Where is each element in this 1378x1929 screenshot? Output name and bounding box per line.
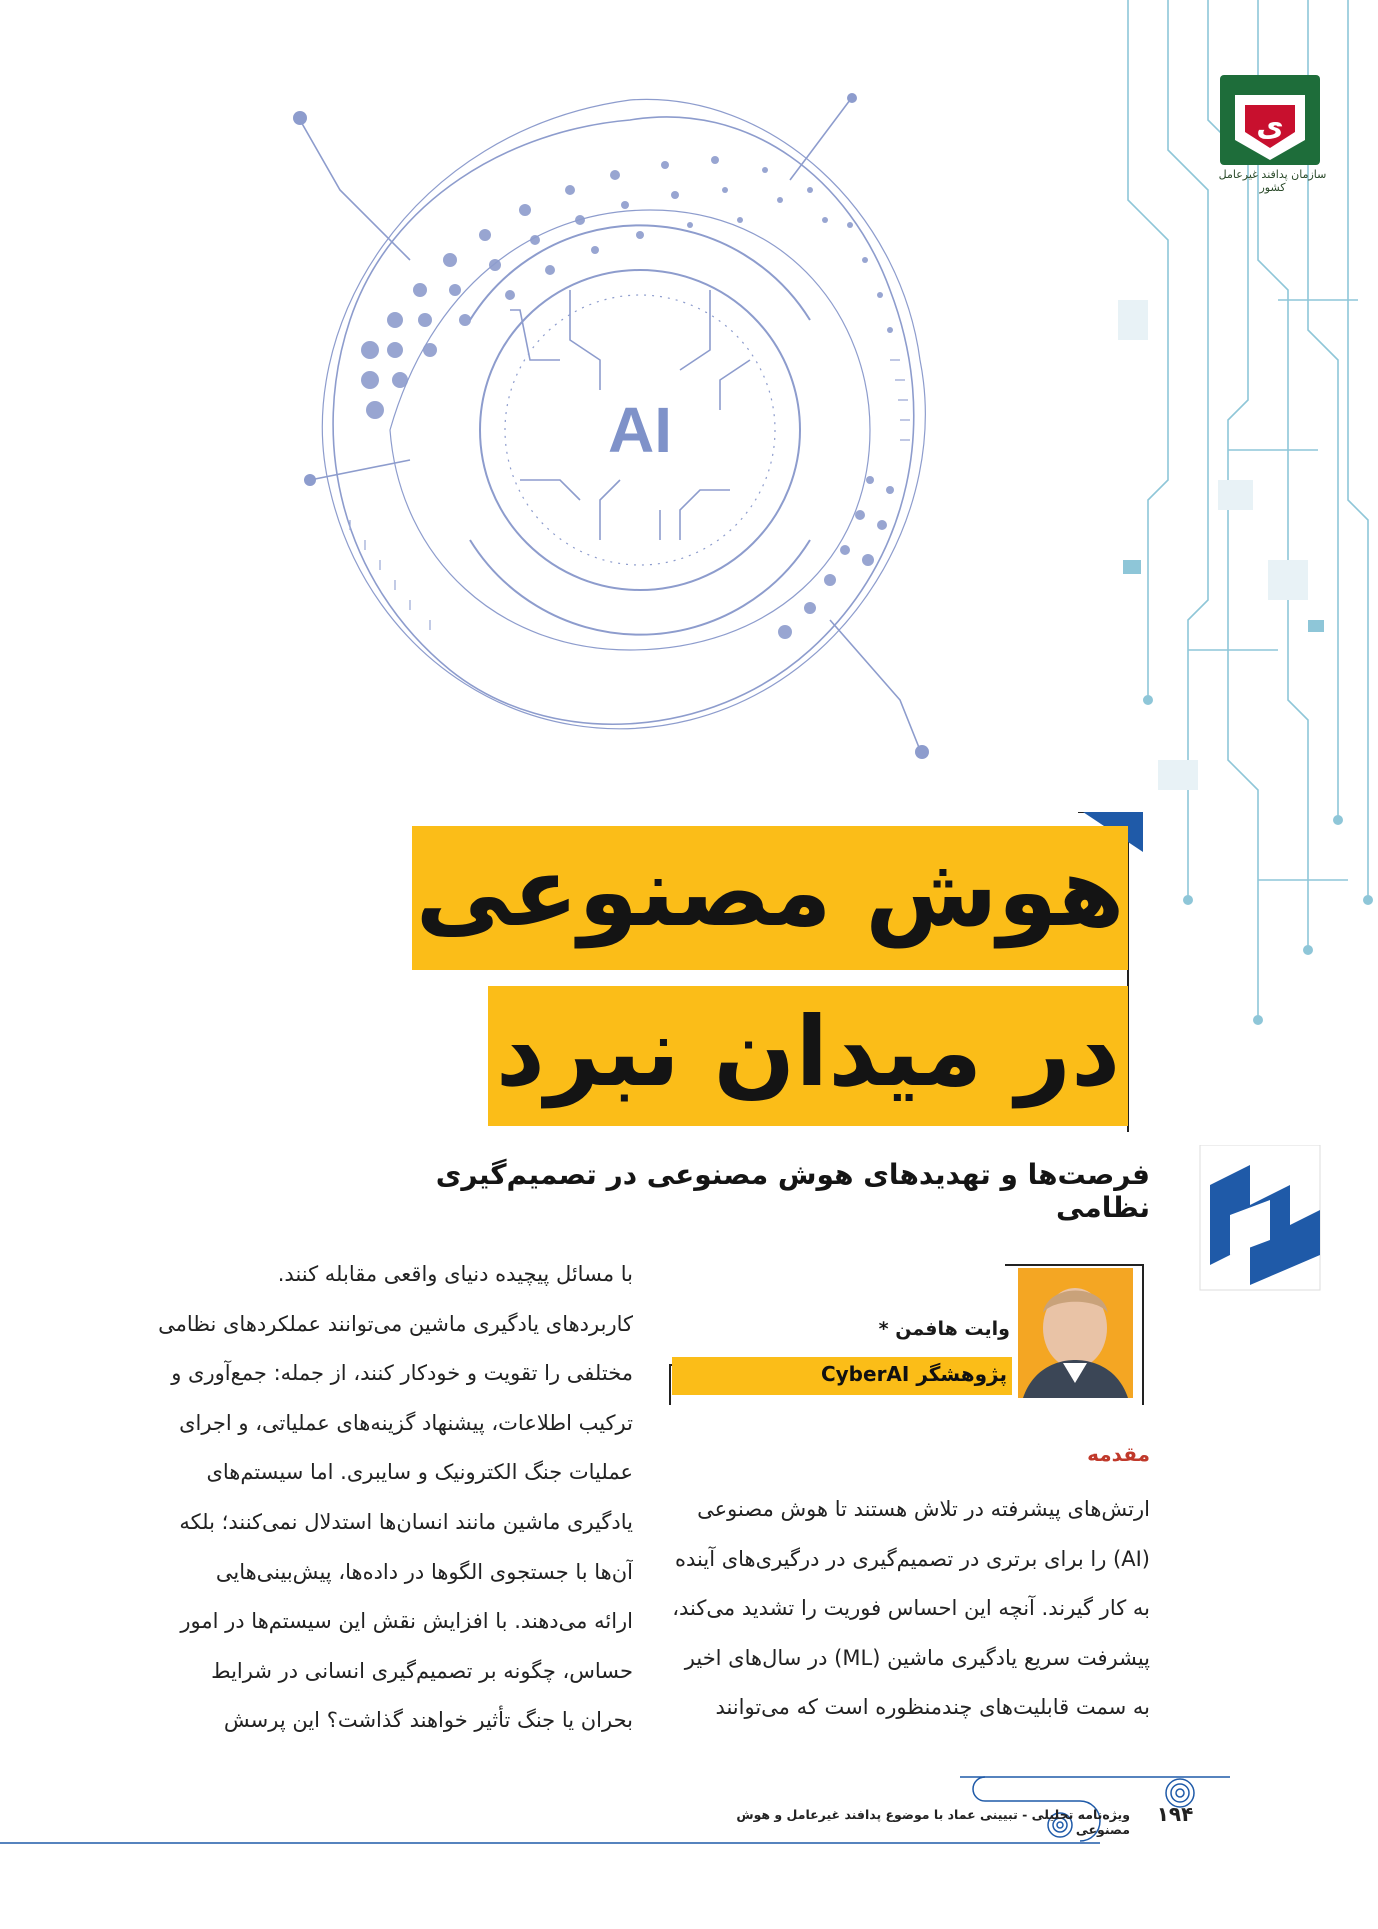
footer-caption: ویژه‌نامه تحلیلی - تبیینی عماد با موضوع پدافند غیرعامل و هوش مصنوعی [736, 1807, 1130, 1837]
body-line: بحران یا جنگ تأثیر خواهند گذاشت؟ این پرسش [223, 1708, 633, 1733]
author-name: وایت هافمن * [878, 1318, 1010, 1340]
intro-line: پیشرفت سریع یادگیری ماشین (ML) در سال‌های اخیر [684, 1645, 1150, 1670]
intro-line: ارتش‌های پیشرفته در تلاش هستند تا هوش مصنوعی [697, 1497, 1150, 1521]
intro-line: به کار گیرند. آنچه این احساس فوریت را تشدید می‌کند، [672, 1596, 1150, 1621]
page-number: ۱۹۴ [1156, 1802, 1194, 1826]
body-line: کاربردهای یادگیری ماشین می‌توانند عملکردهای نظامی [158, 1311, 633, 1336]
subtitle: فرصت‌ها و تهدیدهای هوش مصنوعی در تصمیم‌گیری نظامی [435, 1158, 1150, 1224]
intro-line: (AI) را برای برتری در تصمیم‌گیری در درگیری‌های آینده [675, 1546, 1150, 1571]
author-photo [1018, 1268, 1133, 1398]
body-line: حساس، چگونه بر تصمیم‌گیری انسانی در شرایط [211, 1658, 633, 1683]
svg-text:ی: ی [1256, 109, 1284, 144]
emad-logo [1190, 1145, 1330, 1295]
body-line: آن‌ها با جستجوی الگوها در داده‌ها، پیش‌بینی‌هایی [215, 1559, 633, 1584]
title-line-2: در میدان نبرد [488, 986, 1128, 1126]
ai-circuit-illustration [270, 60, 990, 780]
ai-center-label: AI [608, 394, 672, 466]
title-line-1: هوش مصنوعی [412, 826, 1128, 970]
intro-line: به سمت قابلیت‌های چندمنظوره است که می‌توانند [715, 1695, 1150, 1720]
org-logo [1210, 70, 1330, 180]
body-line: با مسائل پیچیده دنیای واقعی مقابله کنند. [277, 1262, 633, 1286]
body-line: ارائه می‌دهند. با افزایش نقش این سیستم‌ها در امور [180, 1609, 633, 1634]
author-role: پژوهشگر CyberAI [820, 1362, 1007, 1386]
intro-column [668, 1485, 1150, 1733]
body-line: مختلفی را تقویت و خودکار کنند، از جمله: جمع‌آوری و [171, 1361, 633, 1386]
body-line: یادگیری ماشین مانند انسان‌ها استدلال نمی‌کنند؛ بلکه [179, 1509, 633, 1534]
org-logo-caption: سازمان پدافند غیرعامل کشور [1218, 168, 1327, 194]
section-heading: مقدمه [1087, 1442, 1150, 1466]
body-column [158, 1250, 633, 1746]
body-line: ترکیب اطلاعات، پیشنهاد گزینه‌های عملیاتی، و اجرای [179, 1410, 633, 1435]
body-line: عملیات جنگ الکترونیک و سایبری. اما سیستم‌های [206, 1460, 633, 1485]
